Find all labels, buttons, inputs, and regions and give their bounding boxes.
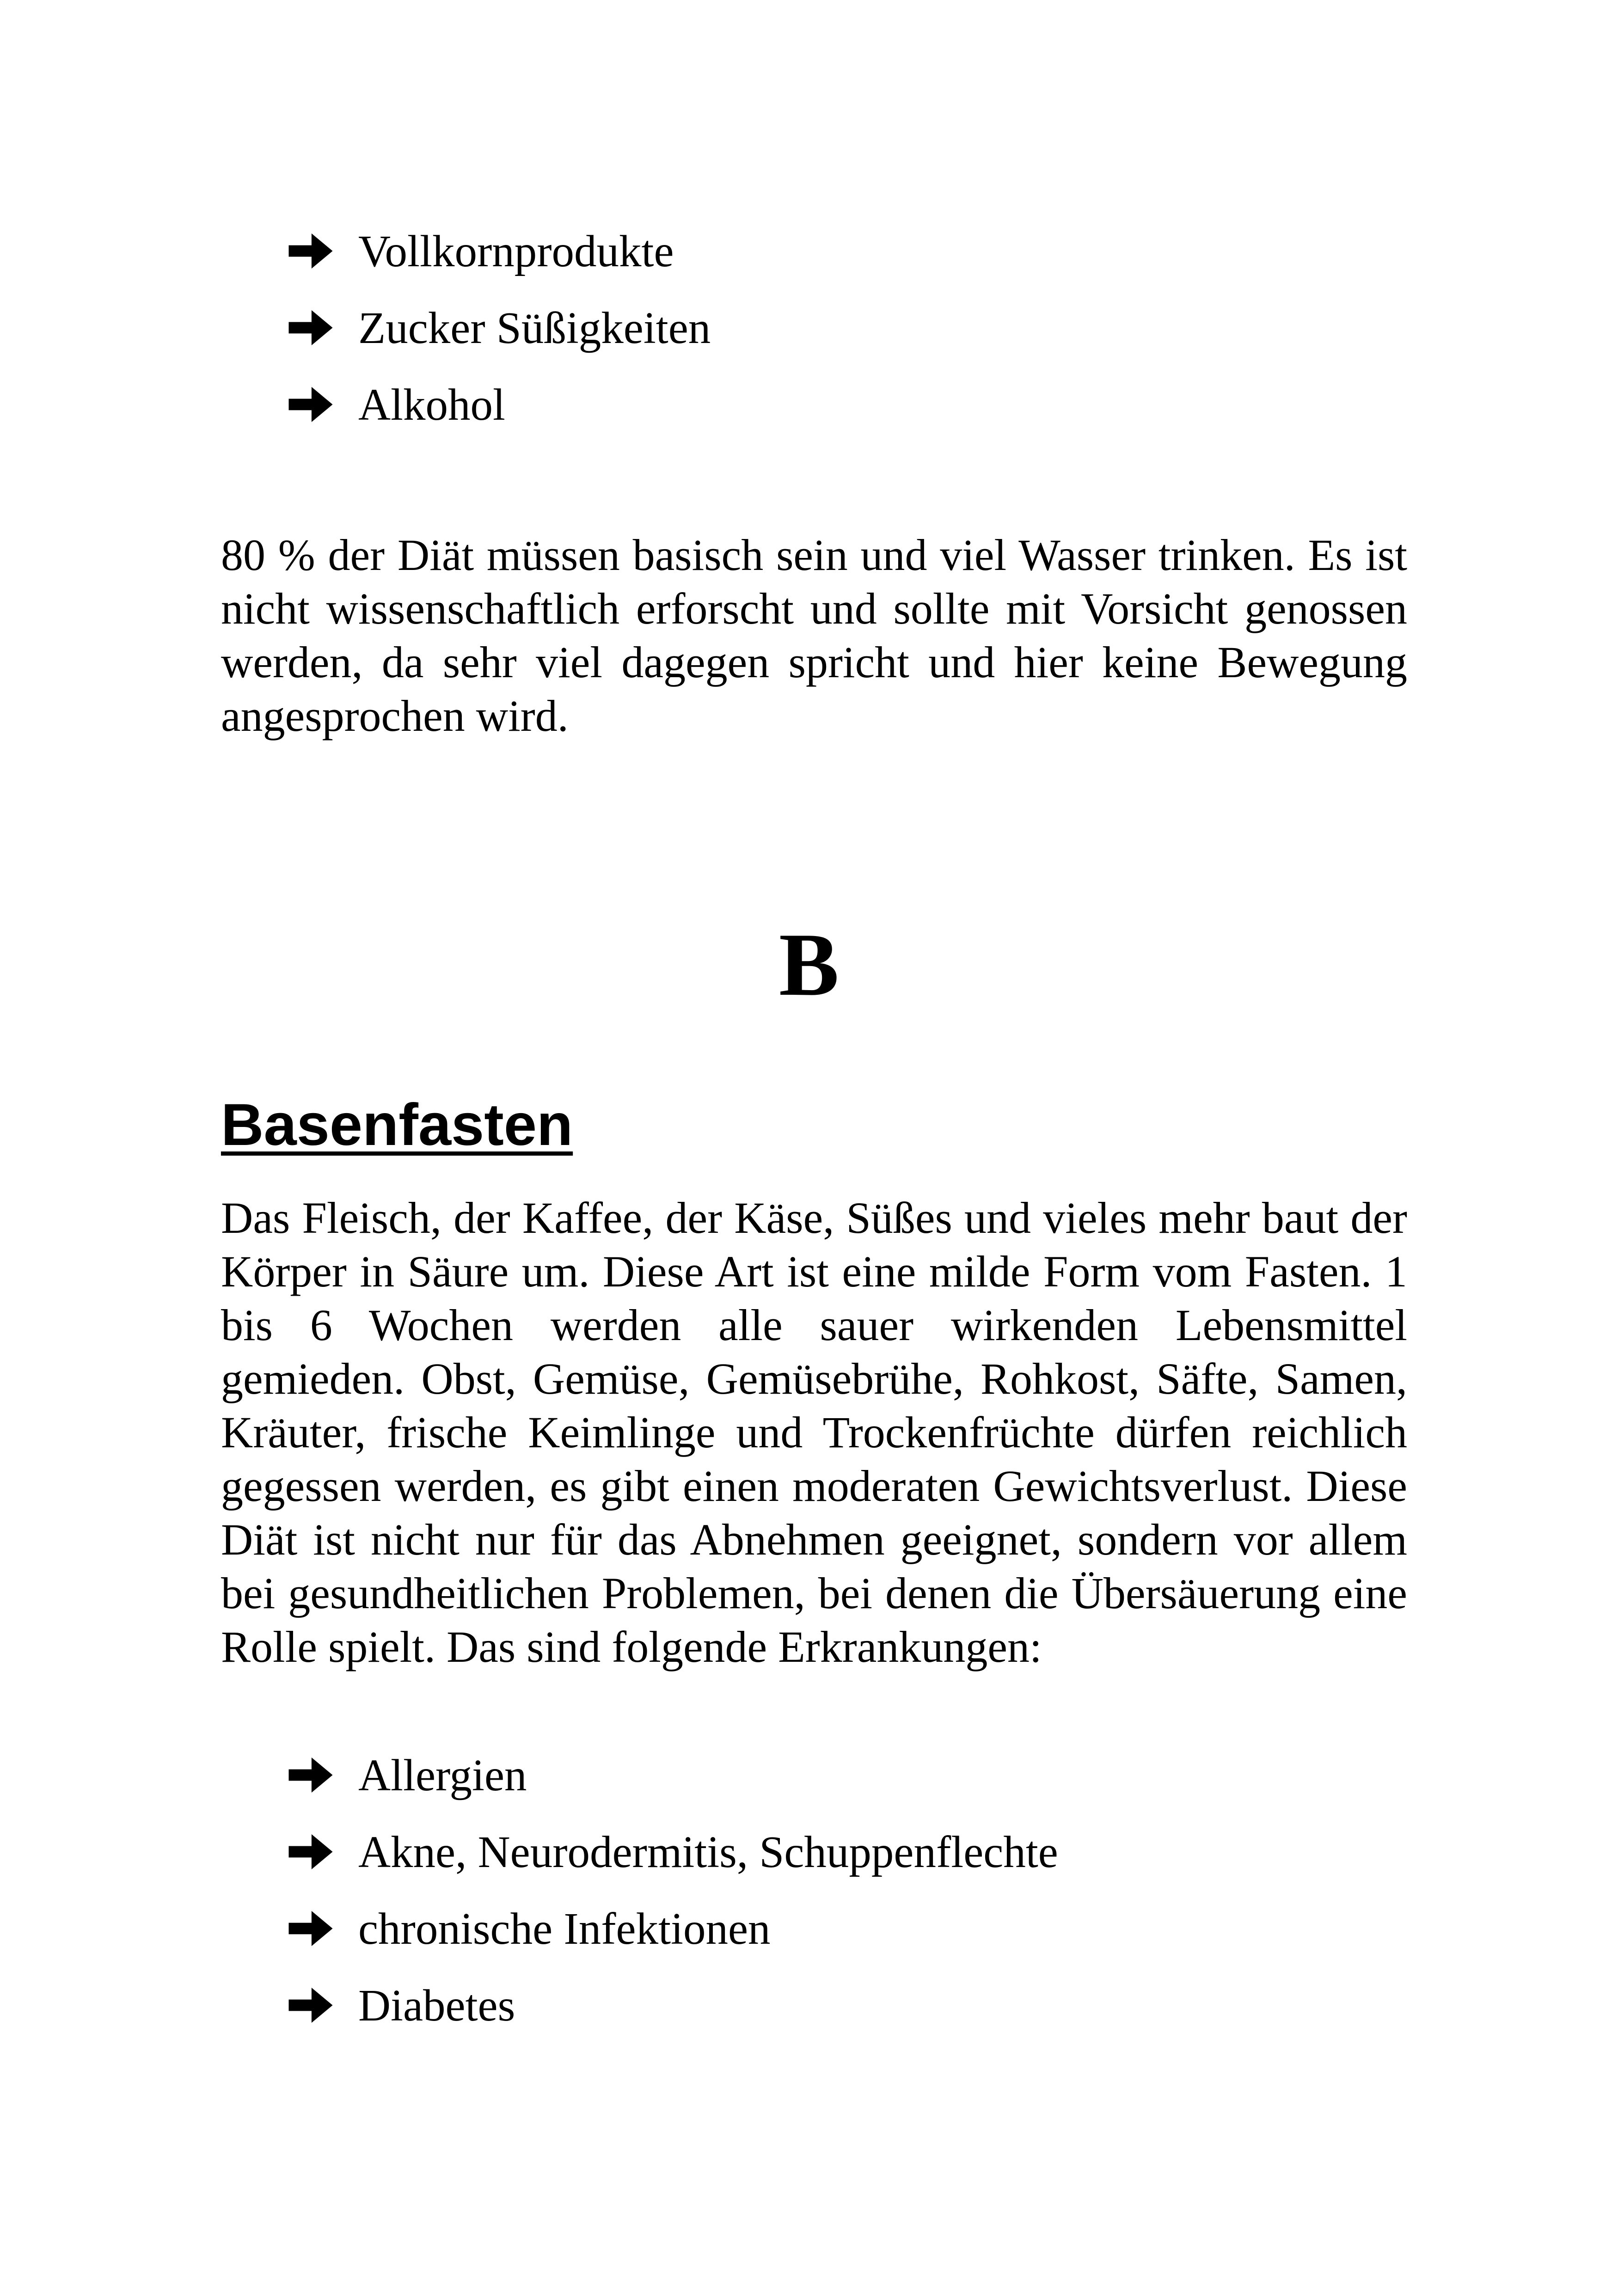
section-heading: Basenfasten bbox=[221, 1092, 573, 1158]
arrow-right-icon bbox=[287, 1829, 358, 1875]
list-item bbox=[287, 366, 711, 443]
list-item bbox=[287, 289, 711, 366]
list-item-text: Zucker Süßigkeiten bbox=[358, 303, 711, 353]
list-item bbox=[287, 1737, 1058, 1813]
list-item-text: Diabetes bbox=[358, 1980, 515, 2030]
arrow-right-icon bbox=[287, 1982, 358, 2028]
list-item-text: Allergien bbox=[358, 1750, 527, 1800]
list-item bbox=[287, 213, 711, 289]
arrow-right-icon bbox=[287, 1905, 358, 1952]
list-item bbox=[287, 1813, 1058, 1890]
list-item-text: chronische Infektionen bbox=[358, 1904, 771, 1953]
bullet-list-bottom bbox=[287, 1737, 1058, 2044]
arrow-right-icon bbox=[287, 305, 358, 351]
arrow-right-icon bbox=[287, 1752, 358, 1798]
list-item bbox=[287, 1890, 1058, 1967]
arrow-right-icon bbox=[287, 228, 358, 274]
list-item-text: Akne, Neurodermitis, Schuppenflechte bbox=[358, 1827, 1058, 1877]
list-item-text: Alkohol bbox=[358, 380, 505, 429]
body-paragraph: 80 % der Diät müssen basisch sein und viel Wasser trinken. Es ist nicht wissenschaftlich erforscht und sollte mit Vorsicht genossen werden, da sehr viel dagegen spricht und hier keine Bewegung angesprochen wird. bbox=[221, 530, 1407, 741]
section-letter: B bbox=[778, 915, 840, 1015]
list-item-text: Vollkornprodukte bbox=[358, 226, 674, 276]
arrow-right-icon bbox=[287, 381, 358, 428]
bullet-list-top bbox=[287, 213, 711, 443]
body-paragraph: Das Fleisch, der Kaffee, der Käse, Süßes und vieles mehr baut der Körper in Säure um. Diese Art ist eine milde Form vom Fasten. 1 bis 6 Wochen werden alle sauer wirkenden Lebensmittel gemieden. Obst, Gemüse, Gemüsebrühe, Rohkost, Säfte, Samen, Kräuter, frische Keimlinge und Trockenfrüchte dürfen reichlich gegessen werden, es gibt einen moderaten Gewichtsverlust. Diese Diät ist nicht nur für das Abnehmen geeignet, sondern vor allem bei gesundheitlichen Problemen, bei denen die Übersäuerung eine Rolle spielt. Das sind folgende Erkrankungen: bbox=[221, 1193, 1407, 1671]
list-item bbox=[287, 1967, 1058, 2044]
